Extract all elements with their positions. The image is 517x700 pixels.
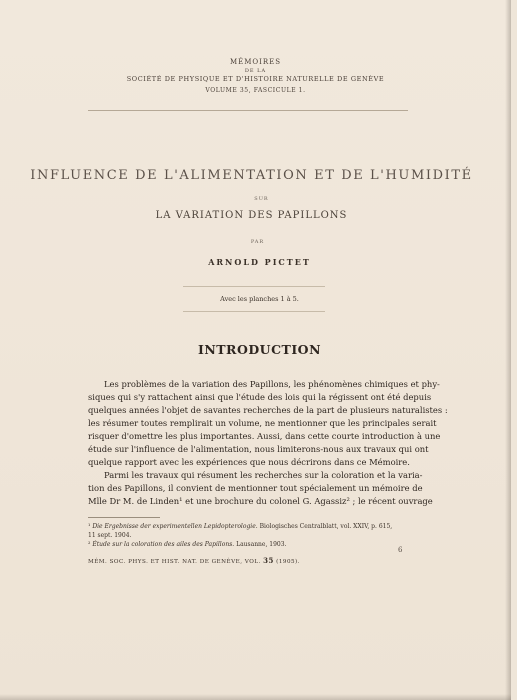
planches-rule-top: [183, 286, 325, 287]
page-number: 6: [398, 546, 403, 554]
page-edge-bottom: [0, 694, 511, 700]
footnote-1-continued: 11 sept. 1904.: [88, 532, 132, 539]
citation-prefix: MÉM. SOC. PHYS. ET HIST. NAT. DE GENÈVE, VOL.: [88, 559, 261, 565]
body-line: étude sur l'influence de l'alimentation, nous limiterons-nous aux travaux qui ont: [88, 444, 429, 454]
footnote-1-number: ¹: [88, 523, 91, 530]
citation-year: (1905).: [276, 559, 301, 565]
citation-volume: 35: [263, 556, 274, 565]
footnote-2-number: ²: [88, 541, 91, 548]
header-volume: VOLUME 35, FASCICULE 1.: [205, 87, 306, 94]
page-edge-right: [505, 0, 511, 700]
body-line: Les problèmes de la variation des Papillons, les phénomènes chimiques et phy-: [104, 379, 440, 389]
header-society: SOCIÉTÉ DE PHYSIQUE ET D'HISTOIRE NATURELLE DE GENÈVE: [126, 75, 385, 83]
body-line: siques qui s'y rattachent ainsi que l'étude des lois qui la régissent ont été depuis: [88, 392, 432, 402]
footnote-1: [88, 522, 408, 531]
citation-footer: [88, 556, 300, 565]
footnote-rule: [88, 517, 160, 518]
body-line: risquer d'omettre les plus importantes. Aussi, dans cette courte introduction à une: [88, 431, 441, 441]
header-de-la: DE LA: [244, 68, 267, 74]
body-line: Mlle Dr M. de Linden¹ et une brochure du colonel G. Agassiz² ; le récent ouvrage: [88, 496, 433, 506]
body-line: quelques années l'objet de savantes recherches de la part de plusieurs naturalistes :: [88, 405, 448, 415]
planches-note: Avec les planches 1 à 5.: [220, 295, 299, 303]
body-paragraphs: [88, 378, 448, 508]
footnote-2: [88, 540, 408, 549]
planches-rule-bottom: [183, 311, 325, 312]
title-par: PAR: [250, 239, 265, 245]
body-line: les résumer toutes remplirait un volume, ne mentionner que les principales serait: [88, 418, 437, 428]
footnote-2-source: Lausanne, 1903.: [236, 541, 287, 548]
author-name: ARNOLD PICTET: [208, 257, 311, 267]
section-heading: INTRODUCTION: [197, 342, 321, 357]
body-line: quelque rapport avec les expériences que nous décrirons dans ce Mémoire.: [88, 457, 410, 467]
title-sur: SUR: [254, 196, 269, 202]
header-rule: [88, 110, 408, 111]
footnote-1-title: Die Ergebnisse der experimentellen Lepidopterologie.: [92, 523, 258, 530]
document-subtitle: LA VARIATION DES PAPILLONS: [155, 210, 348, 221]
body-line: tion des Papillons, il convient de mentionner tout spécialement un mémoire de: [88, 483, 423, 493]
document-title: INFLUENCE DE L'ALIMENTATION ET DE L'HUMIDITÉ: [30, 168, 473, 183]
body-line: Parmi les travaux qui résument les recherches sur la coloration et la varia-: [104, 470, 423, 480]
footnote-1-source: Biologisches Centralblatt, vol. XXIV, p. 615,: [259, 523, 393, 530]
header-memoires: MÉMOIRES: [229, 58, 282, 66]
footnote-2-title: Étude sur la coloration des ailes des Papillons.: [92, 541, 235, 548]
